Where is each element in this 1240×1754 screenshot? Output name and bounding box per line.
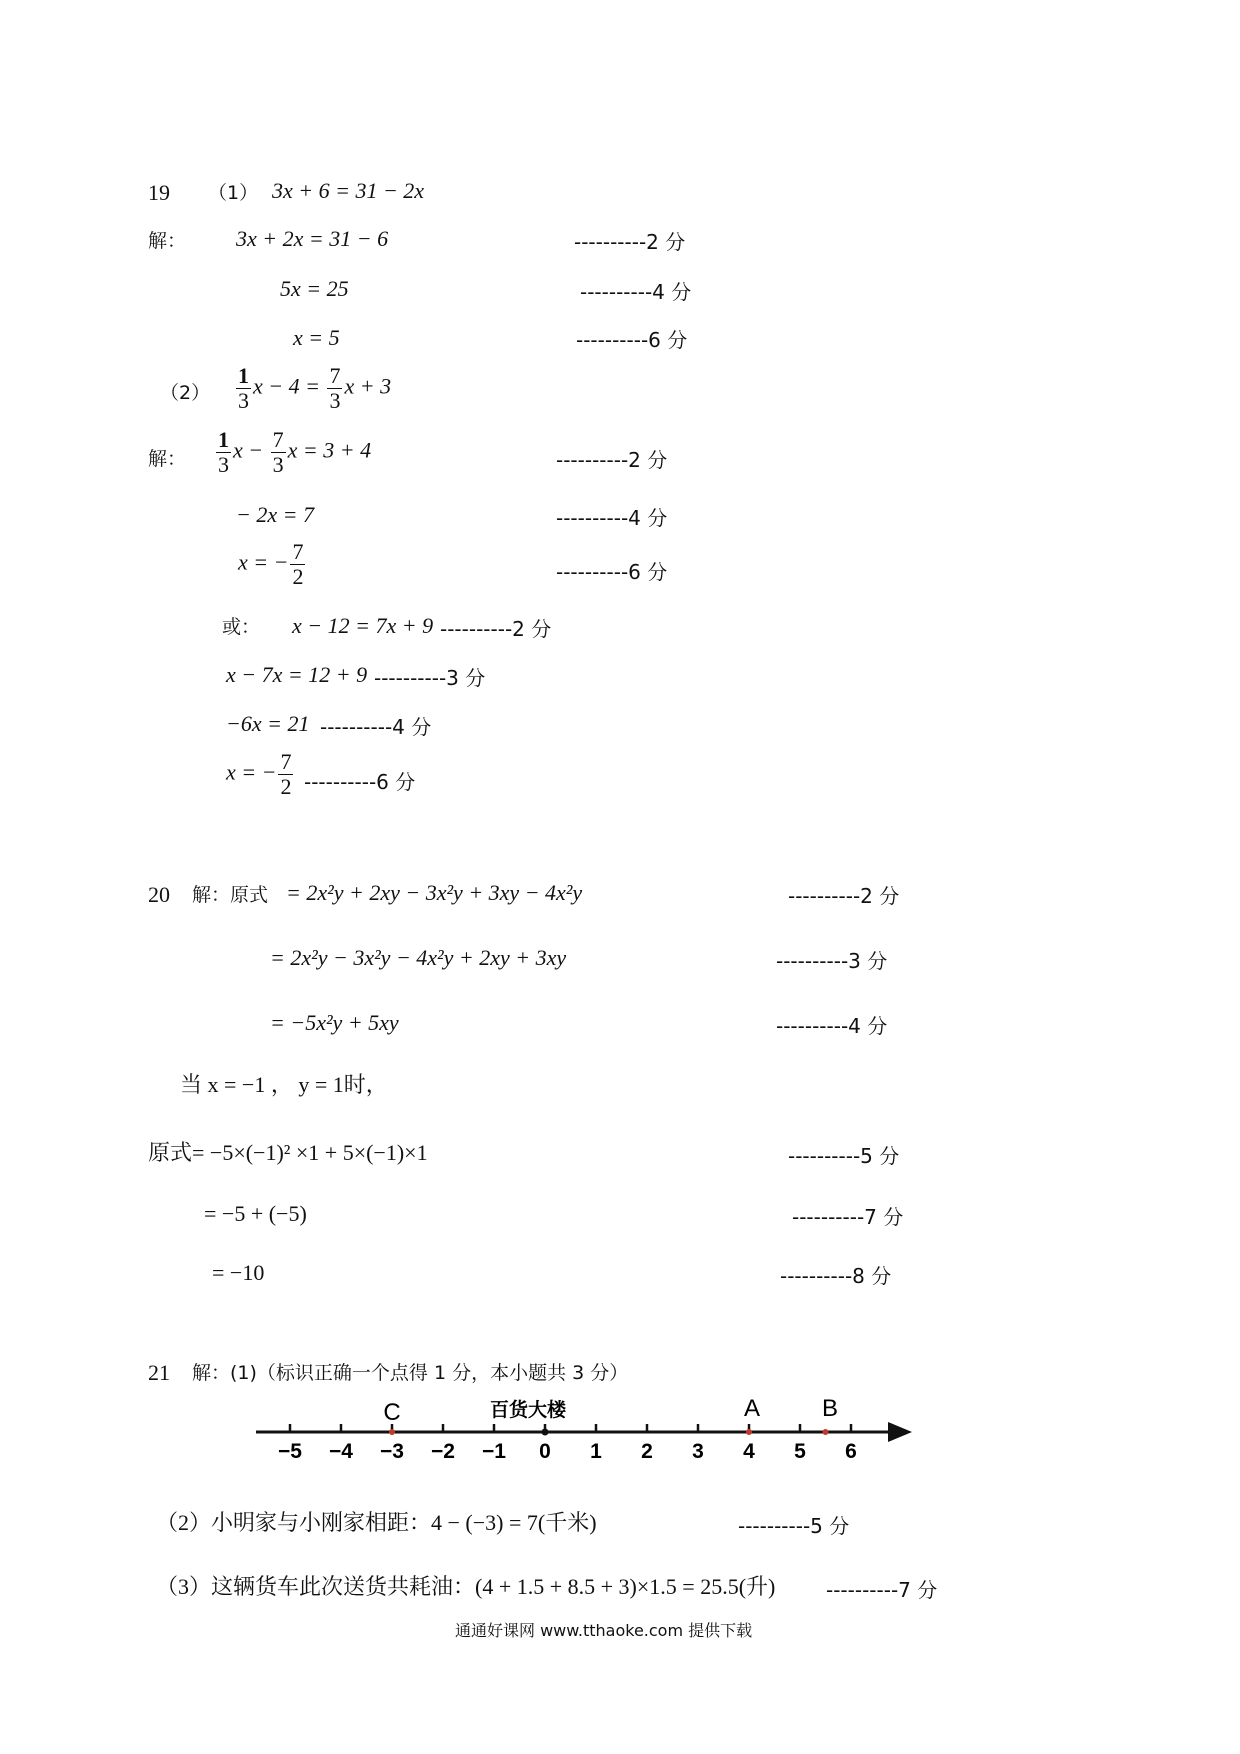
- q20-line-4: 原式= −5×(−1)² ×1 + 5×(−1)×1: [148, 1140, 428, 1165]
- q20-when: 当 x = −1 ， y = 1时，: [180, 1072, 388, 1097]
- q19-step-3: x = 5: [293, 325, 340, 350]
- q19-alt-step-4: x = − $\frac{7}{2}$: [226, 749, 292, 799]
- number-line-arrow-icon: [888, 1422, 912, 1442]
- point-a: [746, 1429, 752, 1435]
- q20-line-5: = −5 + (−5): [204, 1201, 307, 1226]
- q19-part2-step-2: − 2x = 7: [236, 502, 314, 527]
- q19-alt-score-4: ----------4 分: [320, 715, 432, 739]
- q19-alt-step-2: x − 7x = 12 + 9: [226, 662, 368, 687]
- q20-head: 解：原式: [192, 884, 269, 906]
- q19-score-2: ----------2 分: [574, 230, 686, 254]
- q19-part2-score-4: ----------4 分: [556, 506, 668, 530]
- q19-alt-step-3: −6x = 21: [226, 711, 310, 736]
- q19-part2-label: （2）: [160, 382, 211, 404]
- q19-step-2: 5x = 25: [280, 276, 349, 301]
- point-b: [823, 1429, 829, 1435]
- q20-score-8: ----------8 分: [780, 1264, 892, 1288]
- q20-line-1: = 2x²y + 2xy − 3x²y + 3xy − 4x²y: [286, 880, 583, 905]
- q20-line-3: = −5x²y + 5xy: [270, 1010, 399, 1035]
- q20-score-5: ----------5 分: [788, 1144, 900, 1168]
- point-c: [389, 1429, 395, 1435]
- point-b-label: B: [821, 1395, 839, 1422]
- tick-label: 2: [641, 1440, 653, 1463]
- q20-line-6: = −10: [212, 1260, 265, 1285]
- tick-label: 0: [539, 1440, 551, 1463]
- tick-label: −2: [431, 1440, 455, 1463]
- q20-number: 20: [148, 882, 170, 907]
- q19-score-4: ----------4 分: [580, 280, 692, 304]
- tick-label: 4: [743, 1440, 755, 1463]
- number-line: [0, 1390, 1240, 1470]
- tick-label: 5: [794, 1440, 806, 1463]
- q19-part2-step-3: x = − $\frac{7}{2}$: [238, 539, 304, 589]
- q19-part2-score-6: ----------6 分: [556, 560, 668, 584]
- q19-part2-equation: $\frac{1}{3}$ x − 4 = $\frac{7}{3}$ x + 3: [238, 363, 392, 413]
- q21-part-2: （2）小明家与小刚家相距：4 − (−3) = 7(千米): [156, 1510, 597, 1535]
- q19-part2-step-1: $\frac{1}{3}$ x − $\frac{7}{3}$ x = 3 + 4: [218, 427, 372, 477]
- q20-score-4: ----------4 分: [776, 1014, 888, 1038]
- landmark-label: 百货大楼: [489, 1400, 567, 1421]
- q19-alt-score-6: ----------6 分: [304, 770, 416, 794]
- q19-number: 19: [148, 180, 170, 205]
- q19-alt-step-1: x − 12 = 7x + 9: [292, 613, 434, 638]
- q19-alt-score-2: ----------2 分: [440, 617, 552, 641]
- q21-number: 21: [148, 1360, 170, 1385]
- q19-part1-label: （1）: [208, 182, 259, 204]
- q21-head: 解：(1)（标识正确一个点得 1 分，本小题共 3 分）: [192, 1362, 629, 1384]
- origin-point: [542, 1429, 549, 1436]
- q19-alt-label: 或：: [222, 616, 261, 638]
- q21-score-7: ----------7 分: [826, 1578, 938, 1602]
- q19-part1-equation: 3x + 6 = 31 − 2x: [272, 178, 425, 203]
- q19-part2-solution-label: 解：: [148, 448, 187, 470]
- q19-step-1: 3x + 2x = 31 − 6: [236, 226, 389, 251]
- point-a-label: A: [743, 1395, 761, 1422]
- tick-label: −1: [482, 1440, 506, 1463]
- tick-label: −5: [278, 1440, 302, 1463]
- tick-label: −4: [329, 1440, 353, 1463]
- tick-label: 1: [590, 1440, 602, 1463]
- footer-text: 通通好课网 www.tthaoke.com 提供下载: [455, 1621, 753, 1640]
- fraction-seven-thirds: $\frac{7}{3}$: [329, 363, 341, 413]
- q20-line-2: = 2x²y − 3x²y − 4x²y + 2xy + 3xy: [270, 945, 567, 970]
- q19-alt-score-3: ----------3 分: [374, 666, 486, 690]
- q21-part-3: （3）这辆货车此次送货共耗油：(4 + 1.5 + 8.5 + 3)×1.5 = 25.5(升): [156, 1574, 776, 1599]
- fraction-one-third: $\frac{1}{3}$: [238, 363, 249, 413]
- tick-label: −3: [380, 1440, 404, 1463]
- tick-label: 3: [692, 1440, 704, 1463]
- q21-score-5: ----------5 分: [738, 1514, 850, 1538]
- q19-solution-label: 解：: [148, 230, 187, 252]
- q20-score-7: ----------7 分: [792, 1205, 904, 1229]
- q20-score-3: ----------3 分: [776, 949, 888, 973]
- q19-score-6: ----------6 分: [576, 328, 688, 352]
- point-c-label: C: [383, 1399, 401, 1426]
- q20-score-2: ----------2 分: [788, 884, 900, 908]
- tick-label: 6: [845, 1440, 857, 1463]
- q19-part2-score-2: ----------2 分: [556, 448, 668, 472]
